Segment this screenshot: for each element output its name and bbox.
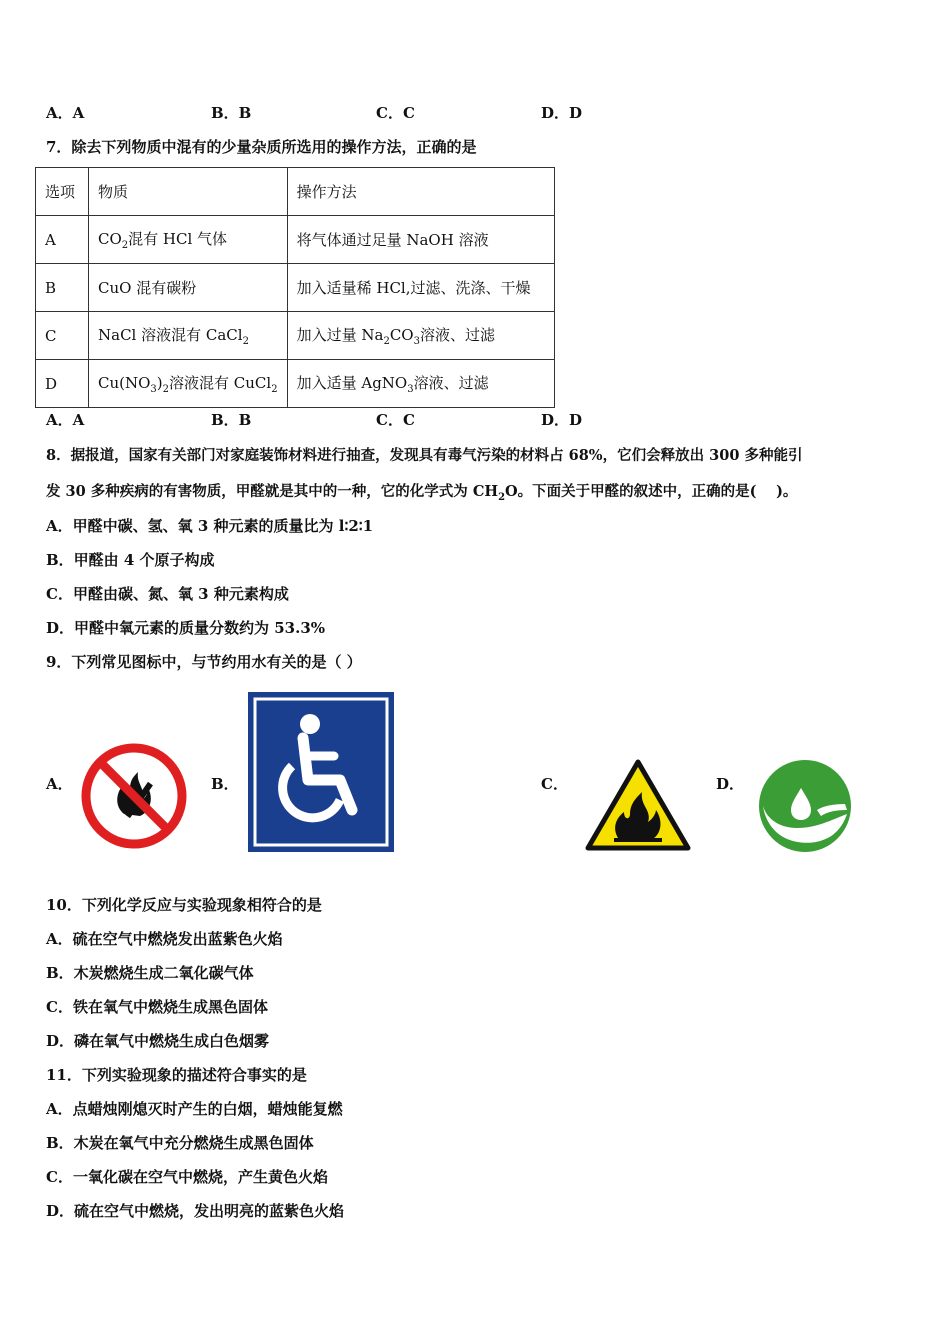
- table-row: [36, 264, 555, 312]
- water-saving-icon: [757, 758, 853, 854]
- q10-option-b: B．木炭燃烧生成二氧化碳气体: [46, 964, 254, 982]
- q6-option-c: C．C: [376, 104, 415, 122]
- q8-stem-line2: 发 30 多种疾病的有害物质，甲醛就是其中的一种，它的化学式为 $CH_2O$。下面关于甲醛的叙述中，正确的是( )。: [46, 483, 798, 503]
- q9-stem: 9．下列常见图标中，与节约用水有关的是（ ）: [46, 653, 362, 671]
- q7-option-d: D．D: [541, 411, 583, 429]
- no-fire-icon: [78, 740, 190, 852]
- q9-label-d: D．: [716, 775, 745, 793]
- q8-option-d: D．甲醛中氧元素的质量分数约为 53.3%: [46, 619, 326, 637]
- q9-label-b: B．: [211, 775, 239, 793]
- header-option: 选项: [36, 168, 89, 216]
- q10-stem: 10．下列化学反应与实验现象相符合的是: [46, 896, 322, 914]
- q7-option-a: A．A: [46, 411, 85, 429]
- q8-option-b: B．甲醛由 4 个原子构成: [46, 551, 215, 569]
- row-substance: CuO 混有碳粉: [89, 264, 288, 312]
- q11-stem: 11．下列实验现象的描述符合事实的是: [46, 1066, 307, 1084]
- row-substance: $CO_2$混有 HCl 气体: [89, 216, 288, 264]
- q7-stem: 7．除去下列物质中混有的少量杂质所选用的操作方法，正确的是: [46, 138, 477, 156]
- row-method: 将气体通过足量 NaOH 溶液: [287, 216, 554, 264]
- q11-option-b: B．木炭在氧气中充分燃烧生成黑色固体: [46, 1134, 314, 1152]
- flammable-warning-icon: [584, 758, 692, 852]
- q6-option-d: D．D: [541, 104, 583, 122]
- q9-label-c: C．: [541, 775, 568, 793]
- row-option: A: [36, 216, 89, 264]
- table-row: [36, 216, 555, 264]
- q8-option-c: C．甲醛由碳、氮、氧 3 种元素构成: [46, 585, 289, 603]
- q10-option-a: A．硫在空气中燃烧发出蓝紫色火焰: [46, 930, 283, 948]
- q10-option-c: C．铁在氧气中燃烧生成黑色固体: [46, 998, 268, 1016]
- wheelchair-icon: [248, 692, 394, 852]
- q9-label-a: A．: [46, 775, 73, 793]
- row-option: B: [36, 264, 89, 312]
- q7-option-c: C．C: [376, 411, 415, 429]
- table-header-row: [36, 168, 555, 216]
- q11-option-d: D．硫在空气中燃烧，发出明亮的蓝紫色火焰: [46, 1202, 345, 1220]
- q6-option-a: A．A: [46, 104, 85, 122]
- q6-option-b: B．B: [211, 104, 252, 122]
- q11-option-a: A．点蜡烛刚熄灭时产生的白烟，蜡烛能复燃: [46, 1100, 343, 1118]
- q8-option-a: A．甲醛中碳、氢、氧 3 种元素的质量比为 l∶2∶1: [46, 517, 374, 535]
- row-option: D: [36, 360, 89, 408]
- row-substance: NaCl 溶液混有 CaCl$_2$: [89, 312, 288, 360]
- row-substance: $Cu(NO_3)_2$溶液混有 CuCl$_2$: [89, 360, 288, 408]
- q11-option-c: C．一氧化碳在空气中燃烧，产生黄色火焰: [46, 1168, 328, 1186]
- row-method: 加入过量 $Na_2CO_3$溶液、过滤: [287, 312, 554, 360]
- table-row: [36, 312, 555, 360]
- table-row: [36, 360, 555, 408]
- q7-table: [35, 167, 555, 408]
- header-substance: 物质: [89, 168, 288, 216]
- q10-option-d: D．磷在氧气中燃烧生成白色烟雾: [46, 1032, 270, 1050]
- q7-option-b: B．B: [211, 411, 252, 429]
- row-option: C: [36, 312, 89, 360]
- header-method: 操作方法: [287, 168, 554, 216]
- q8-stem-line1: 8．据报道，国家有关部门对家庭装饰材料进行抽查，发现具有毒气污染的材料占 68%，它们会释放出 300 多种能引: [46, 447, 803, 464]
- row-method: 加入适量稀 HCl,过滤、洗涤、干燥: [287, 264, 554, 312]
- row-method: 加入适量 AgNO$_3$溶液、过滤: [287, 360, 554, 408]
